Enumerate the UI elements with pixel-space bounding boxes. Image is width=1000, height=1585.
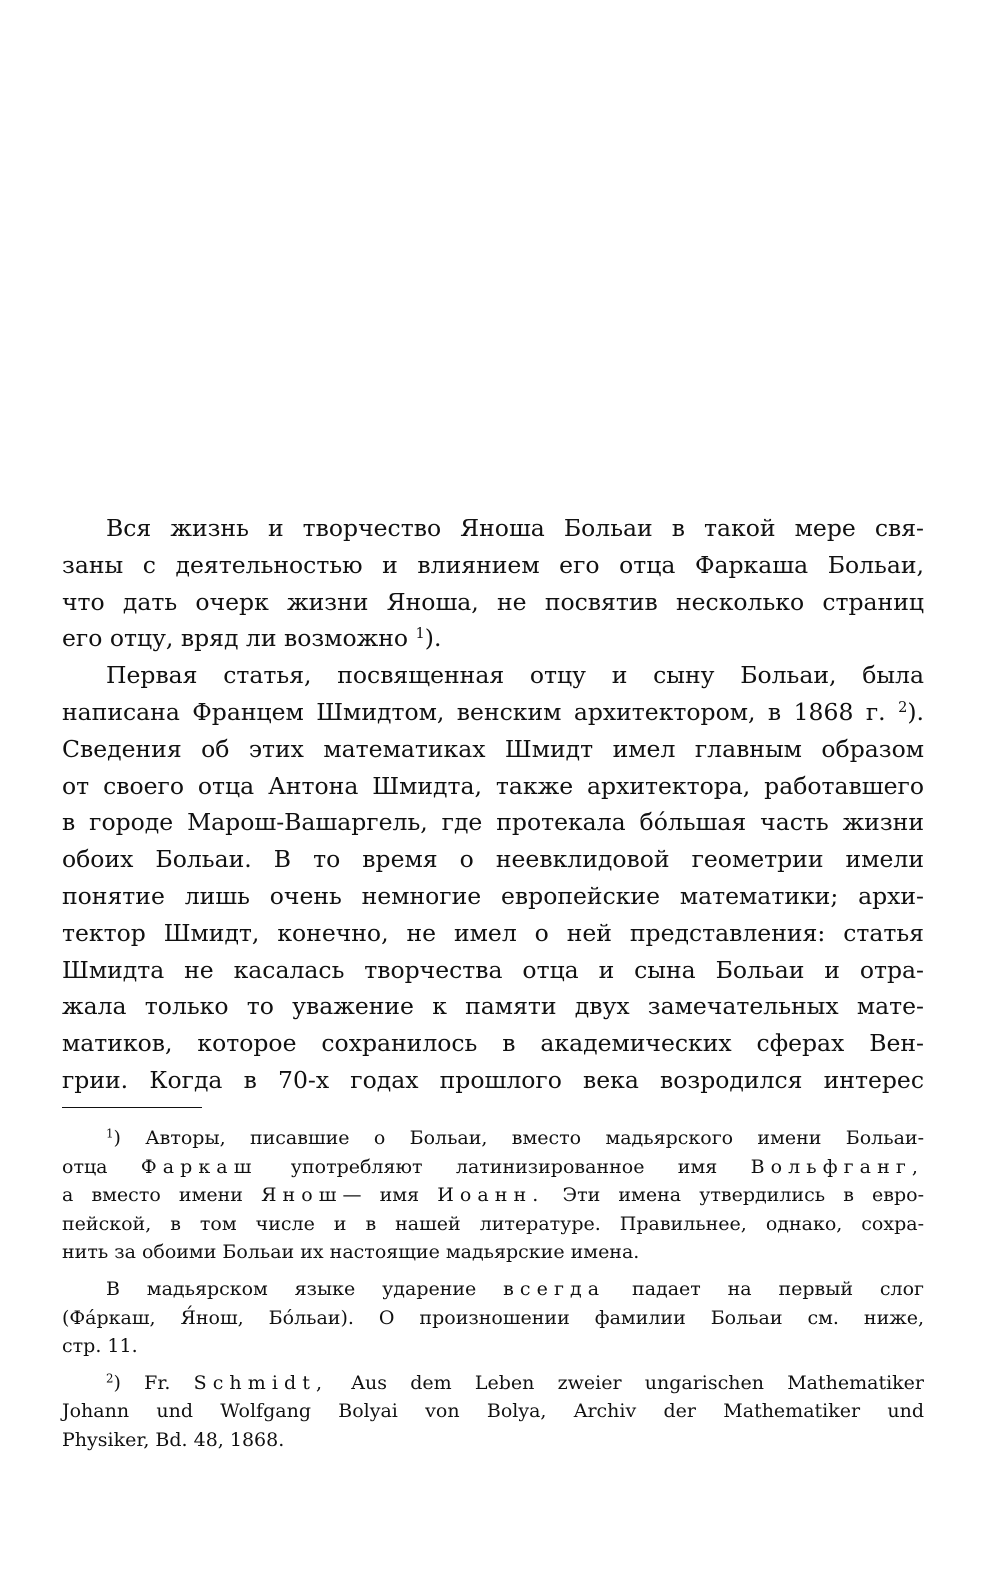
footnotes (62, 1124, 924, 1455)
footnote-line: Physiker, Bd. 48, 1868. (62, 1428, 285, 1451)
footnote-marker-2: 2 (106, 1371, 114, 1386)
footnote-text: Fr. (144, 1371, 171, 1394)
text-line: жала только то уважение к памяти двух замечательных мате- (62, 992, 924, 1021)
spaced-name: Янош (261, 1184, 343, 1207)
footnote-text: употребляют латинизированное имя (290, 1155, 718, 1178)
text-line (62, 694, 924, 731)
footnote-divider (62, 1107, 202, 1108)
footnote-text: Авторы, писавшие о Больаи, вместо мадьярского имени Больаи- (145, 1127, 924, 1149)
text-line (62, 620, 924, 657)
text-line: Вся жизнь и творчество Яноша Больаи в такой мере свя- (106, 514, 924, 542)
footnote-line: пейской, в том числе и в нашей литературе. Правильнее, однако, сохра- (62, 1212, 924, 1235)
text-line: заны с деятельностью и влиянием его отца Фаркаша Больаи, (62, 550, 924, 579)
footnote-marker-1: 1 (106, 1126, 114, 1141)
footnote-ref-1: 1 (415, 625, 425, 643)
text-line: Первая статья, посвященная отцу и сыну Больаи, была (106, 661, 924, 690)
footnote-text: падает на первый слог (632, 1277, 924, 1300)
footnote-line (62, 1181, 924, 1210)
footnote-ref-tail: ). (907, 697, 924, 726)
footnote-line: $^1$) Авторы, писавшие о Больаи, вместо мадьярского имени Больаи- (106, 1126, 924, 1149)
text-line-content: написана Францем Шмидтом, венским архитектором, в 1868 г. (62, 697, 886, 726)
footnote-line: (Фа́ркаш, Я́нош, Бо́льаи). О произношении фамилии Больаи см. ниже, (62, 1306, 924, 1329)
spaced-name: Иоанн. (437, 1184, 545, 1207)
footnote-text: отца (62, 1155, 108, 1178)
text-line-content: его отцу, вряд ли возможно (62, 624, 409, 653)
text-line: грии. Когда в 70-х годах прошлого века возродился интерес (62, 1065, 924, 1094)
spaced-name: Schmidt, (193, 1371, 329, 1394)
text-line: что дать очерк жизни Яноша, не посвятив несколько страниц (62, 587, 924, 616)
footnote-line: нить за обоими Больаи их настоящие мадьярские имена. (62, 1241, 640, 1264)
spaced-name: Вольфганг, (750, 1155, 924, 1178)
spaced-name: Фаркаш (140, 1155, 258, 1178)
footnote-line (62, 1275, 924, 1304)
footnote-text: Эти имена утвердились в евро- (562, 1184, 924, 1207)
text-line: Сведения об этих математиках Шмидт имел главным образом (62, 734, 924, 763)
footnote-text: а вместо имени (62, 1184, 243, 1207)
text-line: обоих Больаи. В то время о неевклидовой геометрии имели (62, 845, 924, 874)
text-line: в городе Марош-Вашаргель, где протекала бо́льшая часть жизни (62, 808, 924, 837)
footnote-text: — имя (342, 1184, 420, 1207)
footnote-line (62, 1153, 924, 1182)
text-line: понятие лишь очень немногие европейские математики; архи- (62, 881, 924, 910)
footnote-text: Aus dem Leben zweier ungarischen Mathematiker (351, 1371, 924, 1394)
text-line: матиков, которое сохранилось в академических сферах Вен- (62, 1029, 924, 1058)
footnote-line: Johann und Wolfgang Bolyai von Bolya, Archiv der Mathematiker und (62, 1400, 924, 1423)
footnote-line: стр. 11. (62, 1335, 138, 1358)
footnote-ref-tail: ). (424, 624, 442, 653)
footnote-text: В мадьярском языке ударение (106, 1277, 477, 1300)
text-line: Шмидта не касалась творчества отца и сына Больаи и отра- (62, 955, 924, 984)
spaced-word: всегда (503, 1277, 606, 1300)
text-line: от своего отца Антона Шмидта, также архитектора, работавшего (62, 771, 924, 800)
main-text (62, 510, 924, 1099)
footnote-ref-2: 2 (898, 698, 908, 716)
text-line: тектор Шмидт, конечно, не имел о ней представления: статья (62, 918, 924, 947)
footnote-line: $^2$) Fr. Schmidt, Aus dem Leben zweier ungarischen Mathematiker (106, 1371, 924, 1394)
